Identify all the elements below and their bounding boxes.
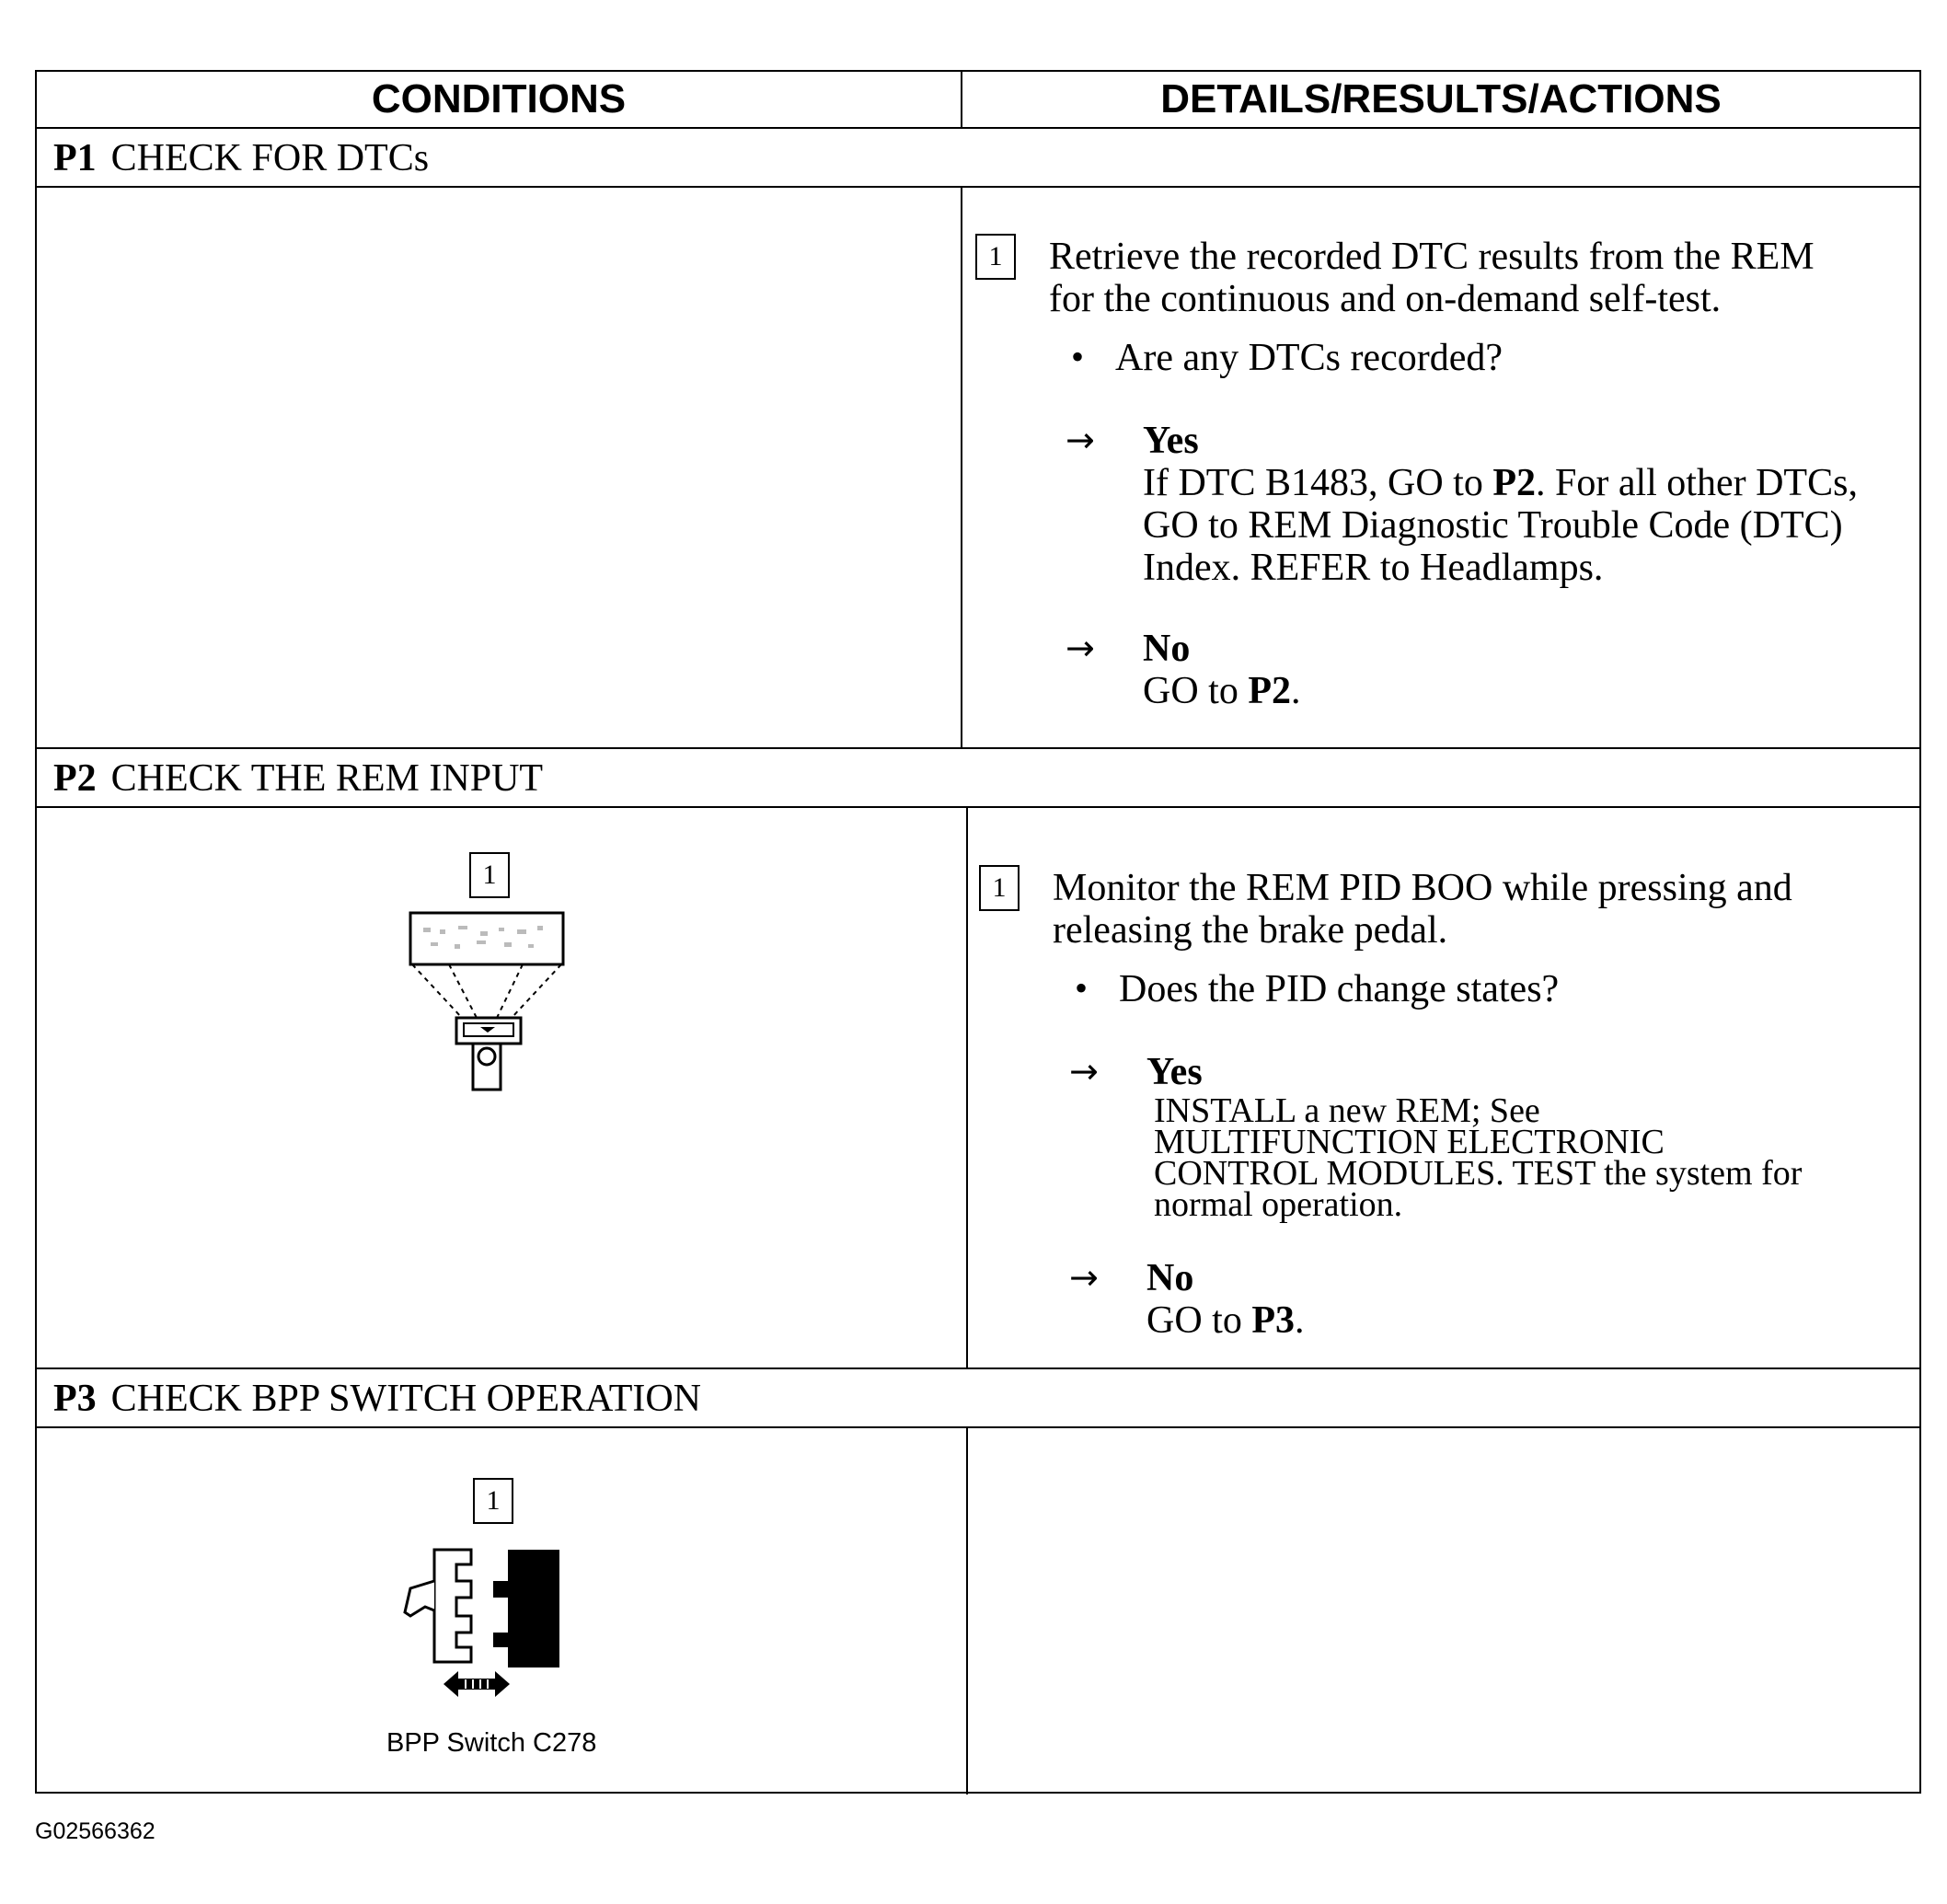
p2-no-action: GO to P3. [1146, 1299, 1305, 1342]
p1-yes-label: Yes [1143, 420, 1199, 462]
p2-yes-line-1: INSTALL a new REM; See [1154, 1091, 1540, 1130]
p2-yes-line-4: normal operation. [1154, 1185, 1403, 1224]
p2-instruction-line-2: releasing the brake pedal. [1053, 909, 1448, 952]
arrow-right-icon: → [1069, 1257, 1099, 1298]
p1-yes-line-2: GO to REM Diagnostic Trouble Code (DTC) [1143, 504, 1843, 547]
arrow-right-icon: → [1066, 628, 1095, 668]
diagnostic-table [35, 70, 1921, 1794]
p1-yes-line-1: If DTC B1483, GO to P2. For all other DTCs, [1143, 462, 1858, 504]
section-p1-header: P1 CHECK FOR DTCs [53, 137, 430, 179]
p1-instruction-line-2: for the continuous and on-demand self-test. [1049, 278, 1722, 320]
header-divider [961, 72, 962, 127]
step-marker: 1 [975, 234, 1016, 280]
p2-yes-label: Yes [1146, 1051, 1203, 1093]
p1-instruction-line-1: Retrieve the recorded DTC results from the REM [1049, 236, 1815, 278]
bullet-icon: • [1071, 336, 1085, 377]
p2-yes-line-2: MULTIFUNCTION ELECTRONIC [1154, 1123, 1665, 1161]
p1-question: Are any DTCs recorded? [1115, 337, 1503, 379]
p1-yes-line-3: Index. REFER to Headlamps. [1143, 547, 1604, 589]
connector-caption: BPP Switch C278 [386, 1728, 597, 1758]
p1-no-action: GO to P2. [1143, 670, 1301, 712]
arrow-right-icon: → [1069, 1051, 1099, 1091]
header-rule [37, 127, 1919, 129]
p2-instruction-line-1: Monitor the REM PID BOO while pressing and [1053, 867, 1792, 909]
col-header-conditions: CONDITIONS [371, 76, 627, 121]
section-p3-header: P3 CHECK BPP SWITCH OPERATION [53, 1378, 701, 1420]
step-marker: 1 [469, 852, 510, 898]
p1-no-label: No [1143, 628, 1191, 670]
bullet-icon: • [1075, 967, 1089, 1009]
arrow-right-icon: → [1066, 420, 1095, 460]
step-marker: 1 [979, 865, 1020, 911]
col-header-details: DETAILS/RESULTS/ACTIONS [1160, 76, 1722, 121]
connector-disconnect-icon [397, 1544, 582, 1701]
step-marker: 1 [473, 1478, 513, 1524]
p2-no-label: No [1146, 1257, 1194, 1299]
p2-yes-line-3: CONTROL MODULES. TEST the system for [1154, 1154, 1803, 1193]
section-p2-header: P2 CHECK THE REM INPUT [53, 757, 544, 800]
scan-tool-monitor-icon [403, 909, 569, 1093]
p2-question: Does the PID change states? [1119, 968, 1560, 1010]
figure-id: G02566362 [35, 1818, 156, 1844]
